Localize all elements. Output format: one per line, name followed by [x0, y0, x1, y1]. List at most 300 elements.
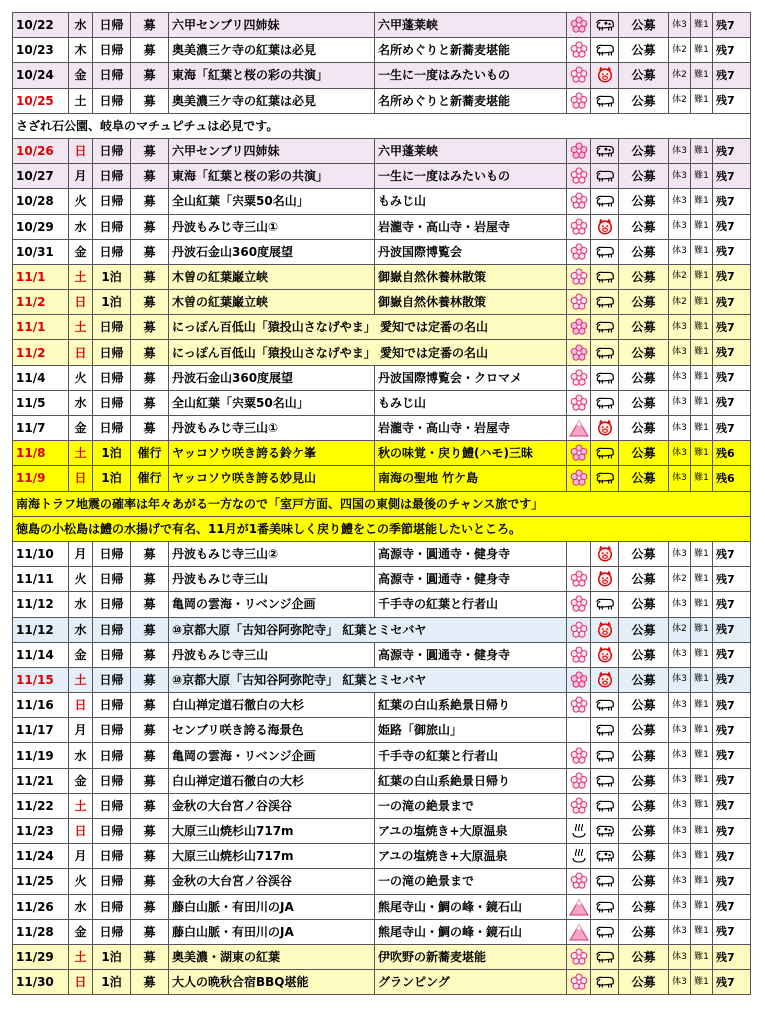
schedule-row: [13, 617, 751, 642]
schedule-row: [13, 239, 751, 264]
date-cell: 10/25: [13, 88, 69, 113]
mountain-icon: [567, 419, 590, 437]
date-cell: 11/24: [13, 844, 69, 869]
animal-boar-icon: [591, 419, 618, 437]
tour-subtitle-cell: 熊尾寺山・鯛の峰・鏡石山: [375, 894, 567, 919]
date-cell: 11/2: [13, 340, 69, 365]
trip-type-cell: 日帰: [93, 315, 131, 340]
schedule-row: [13, 516, 751, 541]
schedule-row: [13, 819, 751, 844]
animal-bear-icon: [591, 873, 618, 889]
season-icon-cell: [567, 718, 591, 743]
trip-type-cell: 日帰: [93, 164, 131, 189]
stamina-level-cell: 体3: [669, 718, 691, 743]
tour-title-cell: 金秋の大台宮ノ谷渓谷: [169, 869, 375, 894]
season-icon-cell: [567, 88, 591, 113]
date-cell: 11/30: [13, 970, 69, 995]
season-icon-cell: [567, 819, 591, 844]
stamina-level-cell: 体3: [669, 819, 691, 844]
date-cell: 11/10: [13, 541, 69, 566]
trip-type-cell: 日帰: [93, 340, 131, 365]
animal-bear-icon: [591, 974, 618, 990]
stamina-level-cell: 体3: [669, 944, 691, 969]
schedule-row: [13, 718, 751, 743]
weekday-cell: 日: [69, 970, 93, 995]
difficulty-level-cell: 難1: [691, 693, 713, 718]
animal-bear-icon: [591, 949, 618, 965]
tour-subtitle-cell: 紅葉の白山系絶景日帰り: [375, 768, 567, 793]
category-cell: 募: [131, 844, 169, 869]
remaining-seats-cell: 残7: [713, 970, 751, 995]
date-cell: 11/11: [13, 567, 69, 592]
schedule-row: [13, 919, 751, 944]
flower-icon: [567, 872, 590, 890]
tour-title-cell: 奥美濃三ケ寺の紅葉は必見: [169, 88, 375, 113]
season-icon-cell: [567, 869, 591, 894]
tour-title-cell: 東海「紅葉と桜の彩の共演」: [169, 164, 375, 189]
mountain-icon: [567, 898, 590, 916]
category-cell: 募: [131, 88, 169, 113]
difficulty-level-cell: 難1: [691, 667, 713, 692]
animal-icon-cell: [591, 290, 619, 315]
trip-type-cell: 日帰: [93, 693, 131, 718]
remaining-seats-cell: 残7: [713, 819, 751, 844]
schedule-row: [13, 390, 751, 415]
season-icon-cell: [567, 466, 591, 491]
category-cell: 募: [131, 189, 169, 214]
tour-subtitle-cell: 千手寺の紅葉と行者山: [375, 743, 567, 768]
stamina-level-cell: 体3: [669, 315, 691, 340]
season-icon-cell: [567, 743, 591, 768]
trip-type-cell: 日帰: [93, 416, 131, 441]
tour-subtitle-cell: 伊吹野の新蕎麦堪能: [375, 944, 567, 969]
flower-icon: [567, 772, 590, 790]
remaining-seats-cell: 残7: [713, 290, 751, 315]
stamina-level-cell: 体3: [669, 844, 691, 869]
weekday-cell: 土: [69, 944, 93, 969]
animal-bear-icon: [591, 370, 618, 386]
public-recruit-cell: 公募: [619, 693, 669, 718]
flower-icon: [567, 293, 590, 311]
trip-type-cell: 日帰: [93, 718, 131, 743]
trip-type-cell: 日帰: [93, 617, 131, 642]
flower-pink-icon: [567, 344, 590, 362]
tour-subtitle-cell: 高源寺・圓通寺・健身寺: [375, 567, 567, 592]
stamina-level-cell: 体2: [669, 38, 691, 63]
public-recruit-cell: 公募: [619, 466, 669, 491]
difficulty-level-cell: 難1: [691, 793, 713, 818]
schedule-row: [13, 416, 751, 441]
tour-title-cell: 丹波もみじ寺三山: [169, 642, 375, 667]
difficulty-level-cell: 難1: [691, 38, 713, 63]
public-recruit-cell: 公募: [619, 88, 669, 113]
trip-type-cell: 日帰: [93, 239, 131, 264]
difficulty-level-cell: 難1: [691, 164, 713, 189]
schedule-row: [13, 264, 751, 289]
schedule-row: [13, 340, 751, 365]
difficulty-level-cell: 難1: [691, 365, 713, 390]
tour-subtitle-cell: アユの塩焼き+大原温泉: [375, 819, 567, 844]
season-icon-cell: [567, 239, 591, 264]
difficulty-level-cell: 難1: [691, 768, 713, 793]
animal-icon-cell: [591, 743, 619, 768]
category-cell: 募: [131, 63, 169, 88]
public-recruit-cell: 公募: [619, 869, 669, 894]
trip-type-cell: 日帰: [93, 793, 131, 818]
date-cell: 10/31: [13, 239, 69, 264]
tour-title-cell: ヤッコソウ咲き誇る鈴ケ峯: [169, 441, 375, 466]
season-icon-cell: [567, 365, 591, 390]
tour-title-cell: 奥美濃・湖東の紅葉: [169, 944, 375, 969]
schedule-row: [13, 63, 751, 88]
date-cell: 11/5: [13, 390, 69, 415]
public-recruit-cell: 公募: [619, 844, 669, 869]
animal-icon-cell: [591, 88, 619, 113]
tour-subtitle-cell: 一生に一度はみたいもの: [375, 63, 567, 88]
stamina-level-cell: 体2: [669, 264, 691, 289]
animal-cow-icon: [591, 143, 618, 159]
season-icon-cell: [567, 63, 591, 88]
season-icon-cell: [567, 693, 591, 718]
schedule-row: [13, 138, 751, 163]
animal-icon-cell: [591, 617, 619, 642]
animal-icon-cell: [591, 466, 619, 491]
tour-subtitle-cell: 秋の味覚・戻り鱧(ハモ)三昧: [375, 441, 567, 466]
animal-bear-icon: [591, 596, 618, 612]
season-icon-cell: [567, 390, 591, 415]
date-cell: 11/26: [13, 894, 69, 919]
weekday-cell: 土: [69, 441, 93, 466]
weekday-cell: 土: [69, 264, 93, 289]
trip-type-cell: 日帰: [93, 894, 131, 919]
remaining-seats-cell: 残7: [713, 189, 751, 214]
season-icon-cell: [567, 894, 591, 919]
date-cell: 11/16: [13, 693, 69, 718]
trip-type-cell: 日帰: [93, 541, 131, 566]
category-cell: 募: [131, 693, 169, 718]
stamina-level-cell: 体3: [669, 970, 691, 995]
season-icon-cell: [567, 138, 591, 163]
tour-subtitle-cell: 岩瀧寺・高山寺・岩屋寺: [375, 214, 567, 239]
animal-bear-icon: [591, 798, 618, 814]
flower-pink-icon: [567, 444, 590, 462]
public-recruit-cell: 公募: [619, 919, 669, 944]
public-recruit-cell: 公募: [619, 63, 669, 88]
onsen-icon: [567, 849, 590, 863]
tour-subtitle-cell: 南海の聖地 竹ケ島: [375, 466, 567, 491]
season-icon-cell: [567, 315, 591, 340]
schedule-row: [13, 189, 751, 214]
category-cell: 募: [131, 365, 169, 390]
difficulty-level-cell: 難1: [691, 390, 713, 415]
schedule-row: [13, 869, 751, 894]
schedule-row: [13, 491, 751, 516]
remaining-seats-cell: 残7: [713, 164, 751, 189]
date-cell: 10/27: [13, 164, 69, 189]
animal-icon-cell: [591, 844, 619, 869]
difficulty-level-cell: 難1: [691, 264, 713, 289]
remaining-seats-cell: 残7: [713, 617, 751, 642]
difficulty-level-cell: 難1: [691, 63, 713, 88]
animal-bear-icon: [591, 697, 618, 713]
weekday-cell: 日: [69, 819, 93, 844]
date-cell: 10/22: [13, 13, 69, 38]
remaining-seats-cell: 残7: [713, 642, 751, 667]
tour-title-cell: 亀岡の雲海・リベンジ企画: [169, 592, 375, 617]
flower-icon: [567, 948, 590, 966]
tour-subtitle-cell: アユの塩焼き+大原温泉: [375, 844, 567, 869]
tour-title-cell: 白山禅定道石徹白の大杉: [169, 768, 375, 793]
trip-type-cell: 日帰: [93, 390, 131, 415]
difficulty-level-cell: 難1: [691, 642, 713, 667]
announcement-text: さざれ石公園、岐阜のマチュピチュは必見です。: [13, 113, 751, 138]
weekday-cell: 土: [69, 793, 93, 818]
date-cell: 11/23: [13, 819, 69, 844]
season-icon-cell: [567, 340, 591, 365]
category-cell: 募: [131, 390, 169, 415]
animal-icon-cell: [591, 390, 619, 415]
flower-pink-icon: [567, 671, 590, 689]
trip-type-cell: 日帰: [93, 38, 131, 63]
mountain-icon: [567, 923, 590, 941]
animal-bear-icon: [591, 773, 618, 789]
tour-title-cell: 六甲センブリ四姉妹: [169, 13, 375, 38]
season-icon-cell: [567, 541, 591, 566]
tour-subtitle-cell: 六甲蓬莱峡: [375, 13, 567, 38]
category-cell: 募: [131, 869, 169, 894]
tour-subtitle-cell: 一の滝の絶景まで: [375, 793, 567, 818]
trip-type-cell: 日帰: [93, 844, 131, 869]
animal-icon-cell: [591, 819, 619, 844]
weekday-cell: 木: [69, 38, 93, 63]
animal-bear-icon: [591, 93, 618, 109]
animal-icon-cell: [591, 718, 619, 743]
public-recruit-cell: 公募: [619, 718, 669, 743]
tour-subtitle-cell: 熊尾寺山・鯛の峰・鏡石山: [375, 919, 567, 944]
public-recruit-cell: 公募: [619, 743, 669, 768]
animal-bear-icon: [591, 168, 618, 184]
season-icon-cell: [567, 919, 591, 944]
animal-icon-cell: [591, 667, 619, 692]
season-icon-cell: [567, 38, 591, 63]
animal-icon-cell: [591, 793, 619, 818]
stamina-level-cell: 体3: [669, 693, 691, 718]
date-cell: 11/12: [13, 592, 69, 617]
date-cell: 10/26: [13, 138, 69, 163]
category-cell: 募: [131, 592, 169, 617]
category-cell: 募: [131, 340, 169, 365]
season-icon-cell: [567, 189, 591, 214]
public-recruit-cell: 公募: [619, 365, 669, 390]
animal-boar-icon: [591, 646, 618, 664]
difficulty-level-cell: 難1: [691, 944, 713, 969]
public-recruit-cell: 公募: [619, 264, 669, 289]
animal-bear-icon: [591, 269, 618, 285]
animal-icon-cell: [591, 592, 619, 617]
stamina-level-cell: 体3: [669, 466, 691, 491]
stamina-level-cell: 体3: [669, 214, 691, 239]
season-icon-cell: [567, 970, 591, 995]
flower-icon: [567, 973, 590, 991]
remaining-seats-cell: 残7: [713, 592, 751, 617]
tour-title-cell: 丹波もみじ寺三山②: [169, 541, 375, 566]
tour-subtitle-cell: もみじ山: [375, 189, 567, 214]
public-recruit-cell: 公募: [619, 970, 669, 995]
weekday-cell: 月: [69, 541, 93, 566]
animal-icon-cell: [591, 416, 619, 441]
trip-type-cell: 日帰: [93, 88, 131, 113]
tour-title-cell: 丹波もみじ寺三山①: [169, 214, 375, 239]
trip-type-cell: 日帰: [93, 214, 131, 239]
season-icon-cell: [567, 13, 591, 38]
tour-title-cell: センブリ咲き誇る海景色: [169, 718, 375, 743]
schedule-row: [13, 567, 751, 592]
trip-type-cell: 日帰: [93, 567, 131, 592]
weekday-cell: 火: [69, 189, 93, 214]
tour-title-cell: 木曽の紅葉巌立峡: [169, 290, 375, 315]
stamina-level-cell: 体3: [669, 239, 691, 264]
schedule-table: [12, 12, 751, 995]
stamina-level-cell: 体3: [669, 189, 691, 214]
animal-icon-cell: [591, 164, 619, 189]
trip-type-cell: 日帰: [93, 869, 131, 894]
tour-title-cell: 金秋の大台宮ノ谷渓谷: [169, 793, 375, 818]
weekday-cell: 火: [69, 365, 93, 390]
remaining-seats-cell: 残6: [713, 466, 751, 491]
tour-title-cell: 東海「紅葉と桜の彩の共演」: [169, 63, 375, 88]
schedule-row: [13, 541, 751, 566]
schedule-row: [13, 970, 751, 995]
date-cell: 11/8: [13, 441, 69, 466]
animal-icon-cell: [591, 642, 619, 667]
difficulty-level-cell: 難1: [691, 138, 713, 163]
weekday-cell: 金: [69, 63, 93, 88]
public-recruit-cell: 公募: [619, 642, 669, 667]
stamina-level-cell: 体3: [669, 416, 691, 441]
animal-bear-icon: [591, 42, 618, 58]
tour-subtitle-cell: 六甲蓬莱峡: [375, 138, 567, 163]
public-recruit-cell: 公募: [619, 315, 669, 340]
tour-title-cell: 奥美濃三ケ寺の紅葉は必見: [169, 38, 375, 63]
remaining-seats-cell: 残7: [713, 214, 751, 239]
schedule-row: [13, 88, 751, 113]
difficulty-level-cell: 難1: [691, 239, 713, 264]
animal-bear-icon: [591, 445, 618, 461]
animal-bear-icon: [591, 193, 618, 209]
tour-subtitle-cell: 丹波国際博覧会・クロマメ: [375, 365, 567, 390]
animal-icon-cell: [591, 214, 619, 239]
tour-subtitle-cell: もみじ山: [375, 390, 567, 415]
difficulty-level-cell: 難1: [691, 88, 713, 113]
stamina-level-cell: 体3: [669, 894, 691, 919]
flower-pink-icon: [567, 142, 590, 160]
animal-cow-icon: [591, 17, 618, 33]
category-cell: 募: [131, 793, 169, 818]
stamina-level-cell: 体2: [669, 617, 691, 642]
weekday-cell: 水: [69, 214, 93, 239]
weekday-cell: 水: [69, 390, 93, 415]
stamina-level-cell: 体2: [669, 63, 691, 88]
animal-icon-cell: [591, 567, 619, 592]
remaining-seats-cell: 残6: [713, 441, 751, 466]
difficulty-level-cell: 難1: [691, 541, 713, 566]
difficulty-level-cell: 難1: [691, 844, 713, 869]
trip-type-cell: 日帰: [93, 63, 131, 88]
remaining-seats-cell: 残7: [713, 416, 751, 441]
animal-icon-cell: [591, 13, 619, 38]
public-recruit-cell: 公募: [619, 13, 669, 38]
date-cell: 11/1: [13, 315, 69, 340]
category-cell: 募: [131, 164, 169, 189]
category-cell: 催行: [131, 466, 169, 491]
stamina-level-cell: 体3: [669, 869, 691, 894]
date-cell: 11/7: [13, 416, 69, 441]
stamina-level-cell: 体3: [669, 793, 691, 818]
trip-type-cell: 日帰: [93, 819, 131, 844]
stamina-level-cell: 体3: [669, 667, 691, 692]
tour-subtitle-cell: 御嶽自然休養林散策: [375, 290, 567, 315]
schedule-row: [13, 793, 751, 818]
animal-bear-icon: [591, 924, 618, 940]
stamina-level-cell: 体3: [669, 138, 691, 163]
stamina-level-cell: 体3: [669, 592, 691, 617]
tour-title-cell: 藤白山脈・有田川のJA: [169, 894, 375, 919]
trip-type-cell: 日帰: [93, 592, 131, 617]
tour-subtitle-cell: 名所めぐりと新蕎麦堪能: [375, 38, 567, 63]
schedule-row: [13, 466, 751, 491]
flower-icon: [567, 570, 590, 588]
category-cell: 募: [131, 290, 169, 315]
remaining-seats-cell: 残7: [713, 390, 751, 415]
tour-title-cell: 大人の晩秋合宿BBQ堪能: [169, 970, 375, 995]
tour-subtitle-cell: 紅葉の白山系絶景日帰り: [375, 693, 567, 718]
tour-title-cell: 大原三山焼杉山717m: [169, 844, 375, 869]
remaining-seats-cell: 残7: [713, 793, 751, 818]
schedule-row: [13, 290, 751, 315]
stamina-level-cell: 体3: [669, 541, 691, 566]
difficulty-level-cell: 難1: [691, 718, 713, 743]
remaining-seats-cell: 残7: [713, 869, 751, 894]
public-recruit-cell: 公募: [619, 38, 669, 63]
trip-type-cell: 日帰: [93, 13, 131, 38]
weekday-cell: 火: [69, 869, 93, 894]
remaining-seats-cell: 残7: [713, 264, 751, 289]
category-cell: 募: [131, 894, 169, 919]
public-recruit-cell: 公募: [619, 819, 669, 844]
remaining-seats-cell: 残7: [713, 667, 751, 692]
category-cell: 募: [131, 743, 169, 768]
date-cell: 11/25: [13, 869, 69, 894]
animal-cow-icon: [591, 848, 618, 864]
animal-icon-cell: [591, 315, 619, 340]
season-icon-cell: [567, 667, 591, 692]
remaining-seats-cell: 残7: [713, 693, 751, 718]
remaining-seats-cell: 残7: [713, 38, 751, 63]
remaining-seats-cell: 残7: [713, 541, 751, 566]
difficulty-level-cell: 難1: [691, 894, 713, 919]
flower-icon: [567, 66, 590, 84]
tour-title-cell: 亀岡の雲海・リベンジ企画: [169, 743, 375, 768]
stamina-level-cell: 体2: [669, 88, 691, 113]
tour-title-cell: にっぽん百低山「猿投山さなげやま」 愛知では定番の名山: [169, 340, 567, 365]
category-cell: 募: [131, 38, 169, 63]
flower-icon: [567, 167, 590, 185]
animal-icon-cell: [591, 970, 619, 995]
season-icon-cell: [567, 567, 591, 592]
date-cell: 11/15: [13, 667, 69, 692]
remaining-seats-cell: 残7: [713, 13, 751, 38]
category-cell: 募: [131, 944, 169, 969]
